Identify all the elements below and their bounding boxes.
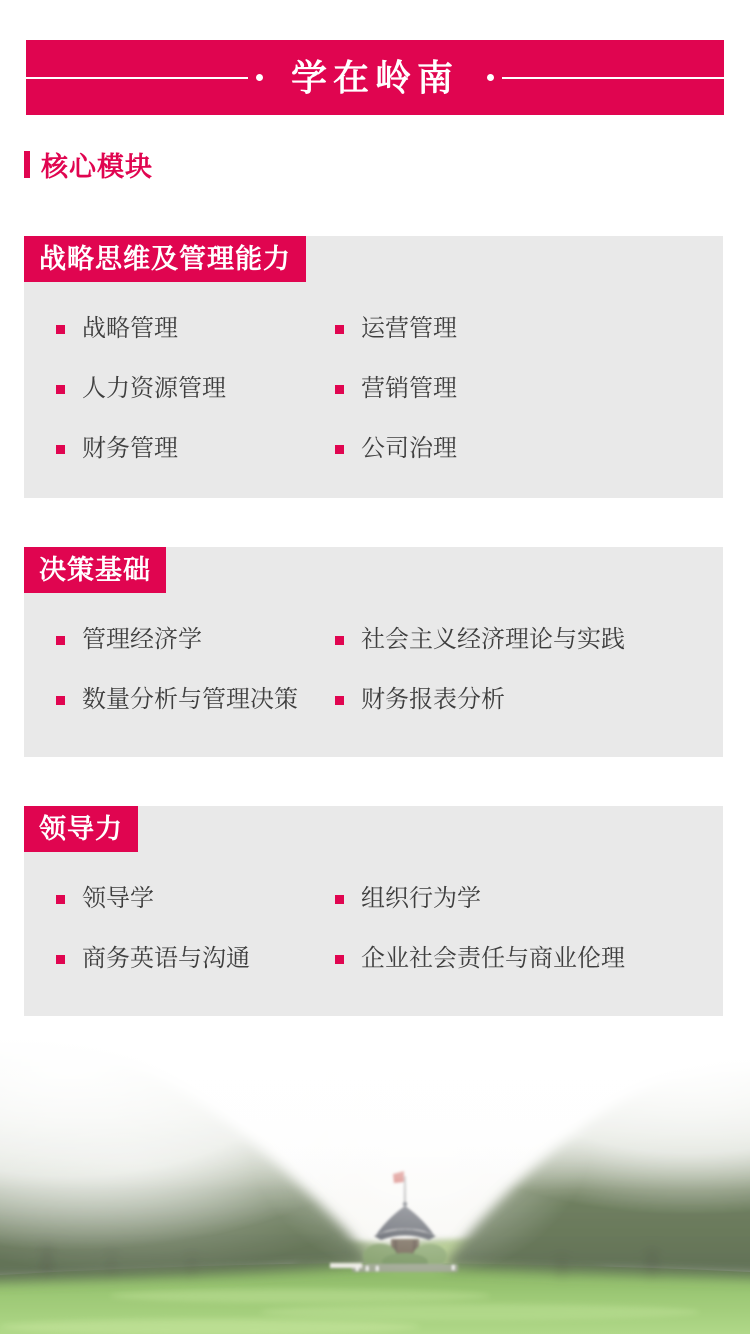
module-tag: 决策基础: [24, 547, 166, 593]
course-item: [56, 372, 335, 406]
course-item: [335, 312, 713, 346]
course-item: [56, 432, 335, 466]
module-items: [24, 882, 723, 976]
course-label: 公司治理: [361, 435, 457, 462]
course-label: 运营管理: [361, 315, 457, 342]
square-bullet-icon: [56, 385, 65, 394]
course-item: [56, 312, 335, 346]
module-tag: 领导力: [24, 806, 138, 852]
square-bullet-icon: [56, 696, 65, 705]
module-card: [24, 236, 723, 498]
course-item: [335, 882, 713, 916]
banner-dot-left: [256, 74, 263, 81]
square-bullet-icon: [335, 636, 344, 645]
module-tag: 战略思维及管理能力: [24, 236, 306, 282]
course-label: 营销管理: [361, 375, 457, 402]
course-item: [335, 372, 713, 406]
course-item: [56, 623, 335, 657]
module-items: [24, 312, 723, 466]
course-item: [56, 683, 335, 717]
section-heading: [24, 149, 153, 182]
course-label: 数量分析与管理决策: [82, 686, 298, 713]
square-bullet-icon: [335, 895, 344, 904]
course-label: 战略管理: [82, 315, 178, 342]
square-bullet-icon: [56, 636, 65, 645]
square-bullet-icon: [56, 955, 65, 964]
square-bullet-icon: [335, 445, 344, 454]
course-item: [56, 882, 335, 916]
module-card: [24, 806, 723, 1016]
course-label: 财务报表分析: [361, 686, 505, 713]
section-heading-text: 核心模块: [41, 151, 153, 182]
course-item: [335, 623, 713, 657]
course-label: 商务英语与沟通: [82, 945, 250, 972]
square-bullet-icon: [56, 895, 65, 904]
modules-list: [24, 236, 723, 1065]
course-item: [56, 942, 335, 976]
course-item: [335, 432, 713, 466]
heading-bar-icon: [24, 151, 30, 178]
course-label: 领导学: [82, 885, 154, 912]
course-item: [335, 683, 713, 717]
square-bullet-icon: [335, 955, 344, 964]
banner-line-right: [502, 77, 724, 79]
course-label: 社会主义经济理论与实践: [361, 626, 625, 653]
module-items: [24, 623, 723, 717]
fog-overlay: [0, 1030, 750, 1334]
banner-line-left: [26, 77, 248, 79]
square-bullet-icon: [335, 385, 344, 394]
course-label: 人力资源管理: [82, 375, 226, 402]
square-bullet-icon: [335, 696, 344, 705]
course-label: 组织行为学: [361, 885, 481, 912]
module-card: [24, 547, 723, 757]
header-banner: [26, 40, 724, 115]
campus-photo: [0, 1030, 750, 1334]
course-item: [335, 942, 713, 976]
course-label: 财务管理: [82, 435, 178, 462]
square-bullet-icon: [56, 325, 65, 334]
square-bullet-icon: [335, 325, 344, 334]
course-label: 企业社会责任与商业伦理: [361, 945, 625, 972]
page-title: 学在岭南: [291, 57, 460, 98]
square-bullet-icon: [56, 445, 65, 454]
banner-dot-right: [487, 74, 494, 81]
course-label: 管理经济学: [82, 626, 202, 653]
